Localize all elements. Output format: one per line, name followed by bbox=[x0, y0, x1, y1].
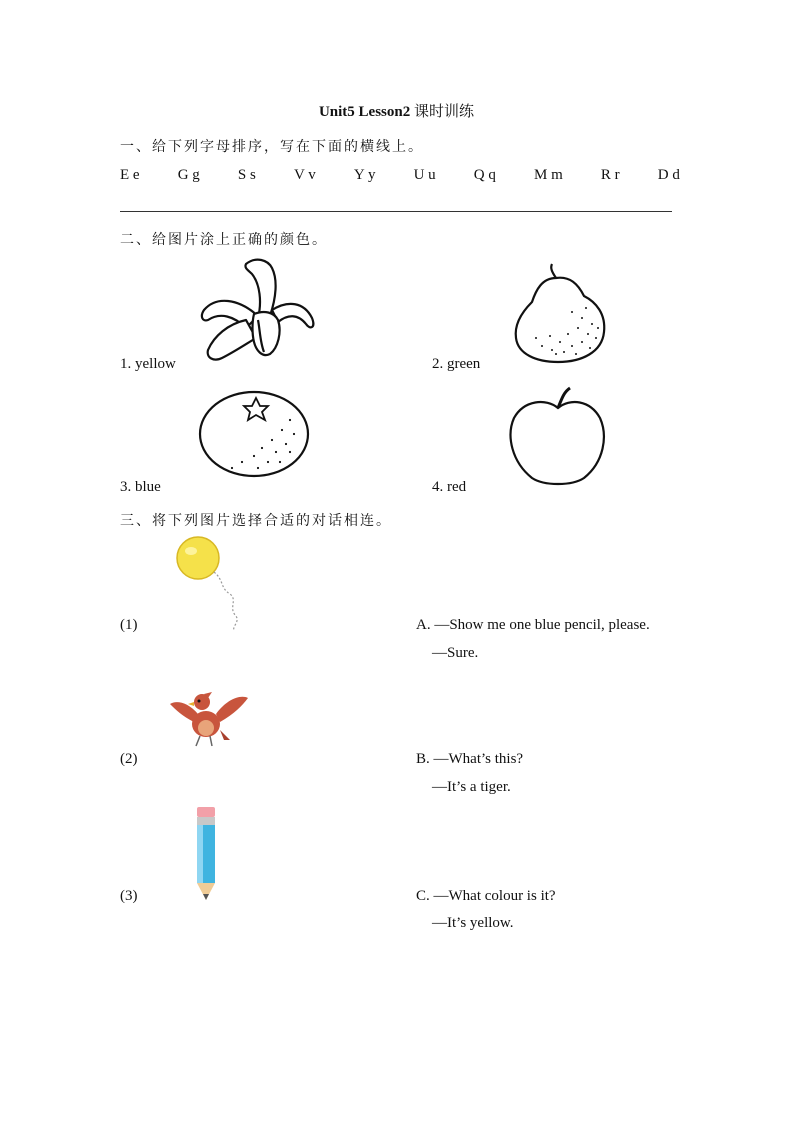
letter-pair: M m bbox=[534, 167, 563, 183]
pencil-icon bbox=[194, 806, 218, 902]
color-label-green: 2. green bbox=[432, 356, 481, 372]
letter-pair: R r bbox=[600, 167, 620, 183]
dialog-a-line1: A. —Show me one blue pencil, please. bbox=[416, 617, 650, 633]
section1-heading: 一、给下列字母排序，写在下面的横线上。 bbox=[120, 139, 424, 155]
color-label-yellow: 1. yellow bbox=[120, 356, 176, 372]
color-label-blue: 3. blue bbox=[120, 479, 161, 495]
picture-label-1: (1) bbox=[120, 617, 138, 633]
answer-line[interactable] bbox=[120, 211, 672, 212]
banana-icon bbox=[198, 258, 316, 364]
picture-label-2: (2) bbox=[120, 751, 138, 767]
balloon-icon bbox=[176, 536, 248, 632]
dialog-b-line2: —It’s a tiger. bbox=[432, 779, 511, 795]
pear-icon bbox=[512, 262, 608, 364]
dialog-c-line1: C. —What colour is it? bbox=[416, 888, 556, 904]
letter-pair: G g bbox=[177, 167, 200, 183]
letter-pair: Q q bbox=[473, 167, 496, 183]
letter-pair: D d bbox=[657, 167, 680, 183]
title-prefix: Unit5 Lesson2 bbox=[318, 104, 414, 120]
letters-row bbox=[120, 167, 680, 184]
letter-pair: U u bbox=[413, 167, 436, 183]
title-cn: 课时训练 bbox=[414, 104, 475, 120]
orange-icon bbox=[198, 390, 310, 478]
color-label-red: 4. red bbox=[432, 479, 467, 495]
apple-icon bbox=[508, 386, 608, 486]
page-title bbox=[0, 100, 793, 121]
dialog-a-line2: —Sure. bbox=[432, 645, 479, 661]
dialog-b-line1: B. —What’s this? bbox=[416, 751, 524, 767]
section2-heading: 二、给图片涂上正确的颜色。 bbox=[120, 232, 328, 248]
section3-heading: 三、将下列图片选择合适的对话相连。 bbox=[120, 513, 392, 529]
letter-pair: Y y bbox=[353, 167, 376, 183]
bird-icon bbox=[168, 688, 250, 750]
letter-pair: S s bbox=[237, 167, 256, 183]
picture-label-3: (3) bbox=[120, 888, 138, 904]
dialog-c-line2: —It’s yellow. bbox=[432, 915, 514, 931]
letter-pair: E e bbox=[120, 167, 140, 183]
letter-pair: V v bbox=[293, 167, 316, 183]
